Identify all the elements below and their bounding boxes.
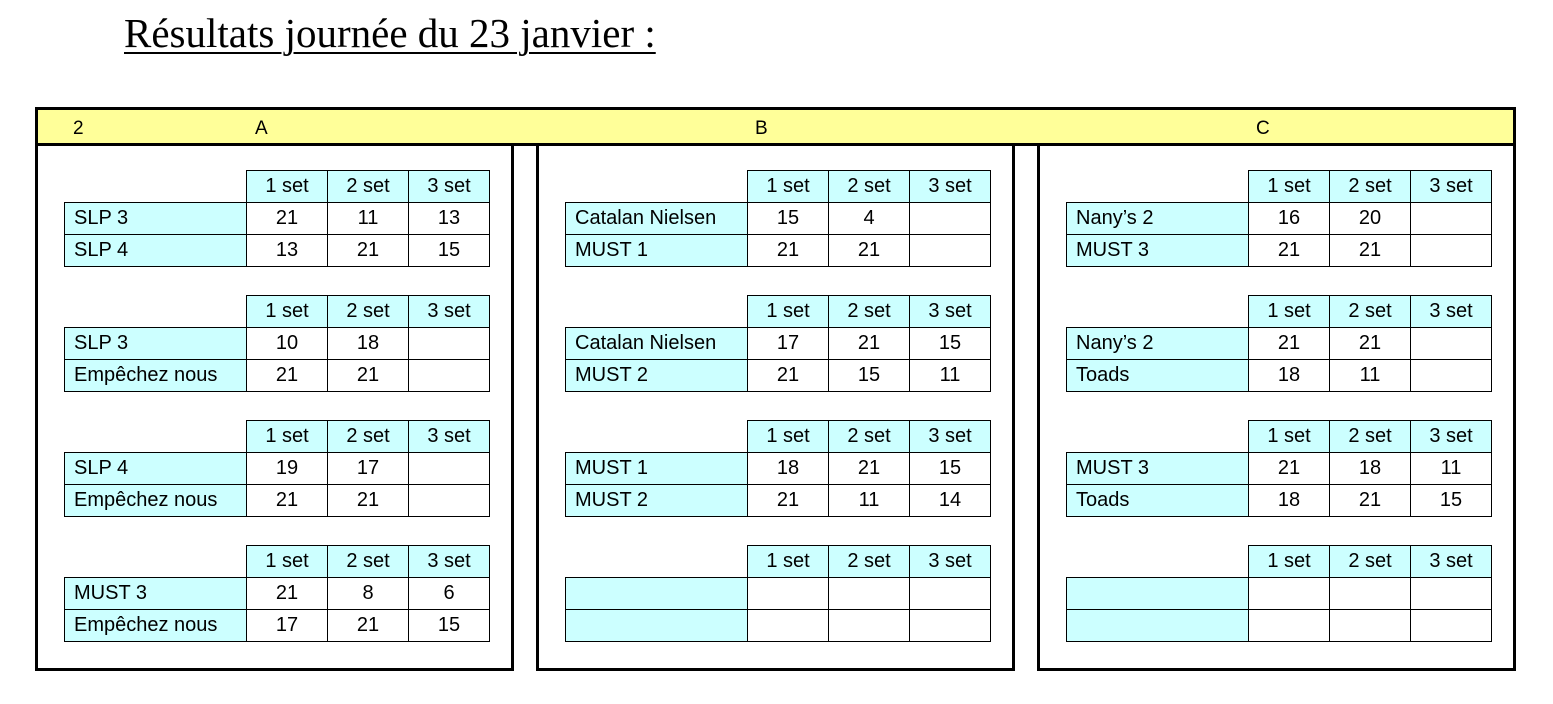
set-score-cell — [1411, 610, 1492, 642]
match-table-wrapper — [1066, 295, 1492, 392]
team-score-row — [65, 578, 490, 610]
team-score-row — [65, 360, 490, 392]
set-score-cell — [748, 610, 829, 642]
match-table-wrapper — [565, 170, 991, 267]
team-score-row — [566, 328, 991, 360]
team-name-cell: Catalan Nielsen — [566, 203, 748, 235]
set-header-cell: 1 set — [1249, 421, 1330, 453]
match-score-table — [1066, 420, 1492, 517]
set-score-cell — [910, 203, 991, 235]
set-score-cell — [409, 328, 490, 360]
set-score-cell — [910, 578, 991, 610]
corner-cell — [1067, 421, 1249, 453]
set-score-cell: 21 — [748, 485, 829, 517]
match-table-wrapper — [1066, 420, 1492, 517]
match-table-wrapper — [565, 295, 991, 392]
team-score-row — [1067, 453, 1492, 485]
set-score-cell: 18 — [1249, 360, 1330, 392]
match-score-table — [64, 170, 490, 267]
set-score-cell — [910, 610, 991, 642]
match-table-wrapper — [1066, 170, 1492, 267]
set-score-cell — [748, 578, 829, 610]
team-name-cell: Empêchez nous — [65, 360, 247, 392]
team-score-row — [1067, 360, 1492, 392]
set-header-cell: 2 set — [829, 421, 910, 453]
set-header-cell: 3 set — [1411, 171, 1492, 203]
match-score-table — [565, 545, 991, 642]
set-score-cell: 16 — [1249, 203, 1330, 235]
team-name-cell: SLP 3 — [65, 328, 247, 360]
set-score-cell — [829, 578, 910, 610]
set-score-cell: 21 — [1249, 453, 1330, 485]
set-header-cell: 3 set — [409, 296, 490, 328]
team-name-cell: MUST 1 — [566, 235, 748, 267]
pool-c-panel — [1037, 143, 1516, 671]
set-score-cell: 21 — [247, 203, 328, 235]
set-header-cell: 2 set — [328, 421, 409, 453]
set-score-cell: 14 — [910, 485, 991, 517]
set-score-cell: 18 — [1330, 453, 1411, 485]
match-table-wrapper — [565, 420, 991, 517]
set-score-cell: 21 — [328, 235, 409, 267]
set-header-row — [1067, 296, 1492, 328]
set-score-cell: 11 — [328, 203, 409, 235]
team-name-cell: MUST 2 — [566, 485, 748, 517]
set-score-cell: 11 — [829, 485, 910, 517]
set-score-cell — [409, 360, 490, 392]
team-score-row — [1067, 578, 1492, 610]
set-header-cell: 2 set — [1330, 296, 1411, 328]
set-header-cell: 1 set — [247, 421, 328, 453]
set-score-cell — [1249, 610, 1330, 642]
set-header-cell: 3 set — [409, 421, 490, 453]
team-score-row — [566, 485, 991, 517]
set-header-row — [65, 421, 490, 453]
set-score-cell — [1249, 578, 1330, 610]
set-score-cell — [409, 453, 490, 485]
set-score-cell: 21 — [1330, 485, 1411, 517]
team-score-row — [65, 610, 490, 642]
set-score-cell: 13 — [247, 235, 328, 267]
team-name-cell: Nany’s 2 — [1067, 328, 1249, 360]
team-name-cell — [566, 610, 748, 642]
set-score-cell: 21 — [748, 360, 829, 392]
match-table-wrapper — [64, 420, 490, 517]
team-name-cell — [566, 578, 748, 610]
set-header-cell: 3 set — [1411, 421, 1492, 453]
set-score-cell: 11 — [910, 360, 991, 392]
set-score-cell: 21 — [247, 485, 328, 517]
set-score-cell: 15 — [1411, 485, 1492, 517]
team-score-row — [65, 453, 490, 485]
set-score-cell: 21 — [748, 235, 829, 267]
corner-cell — [65, 421, 247, 453]
team-name-cell: MUST 3 — [1067, 235, 1249, 267]
set-score-cell — [1411, 203, 1492, 235]
set-header-cell: 1 set — [748, 546, 829, 578]
set-score-cell — [1411, 235, 1492, 267]
corner-cell — [65, 546, 247, 578]
team-score-row — [566, 453, 991, 485]
team-name-cell: Toads — [1067, 360, 1249, 392]
team-name-cell: Toads — [1067, 485, 1249, 517]
set-score-cell: 15 — [409, 610, 490, 642]
set-header-cell: 1 set — [748, 296, 829, 328]
set-score-cell: 11 — [1330, 360, 1411, 392]
set-header-cell: 1 set — [1249, 296, 1330, 328]
set-header-cell: 3 set — [409, 546, 490, 578]
corner-cell — [566, 296, 748, 328]
set-header-row — [566, 171, 991, 203]
set-score-cell: 15 — [829, 360, 910, 392]
corner-cell — [566, 171, 748, 203]
set-header-cell: 1 set — [1249, 171, 1330, 203]
set-header-cell: 3 set — [910, 421, 991, 453]
set-score-cell: 21 — [1330, 328, 1411, 360]
set-header-cell: 2 set — [328, 171, 409, 203]
page-title: Résultats journée du 23 janvier : — [124, 10, 656, 56]
header-pool-b: B — [755, 118, 768, 139]
team-name-cell — [1067, 578, 1249, 610]
set-score-cell: 21 — [829, 453, 910, 485]
header-pool-a: A — [255, 118, 268, 139]
set-header-row — [1067, 171, 1492, 203]
corner-cell — [566, 546, 748, 578]
set-header-row — [1067, 546, 1492, 578]
team-score-row — [1067, 203, 1492, 235]
set-score-cell — [1330, 578, 1411, 610]
set-score-cell: 17 — [748, 328, 829, 360]
match-score-table — [565, 170, 991, 267]
set-header-cell: 1 set — [748, 171, 829, 203]
set-score-cell: 21 — [1249, 235, 1330, 267]
team-name-cell: SLP 4 — [65, 453, 247, 485]
pool-a-panel — [35, 143, 514, 671]
set-score-cell: 17 — [328, 453, 409, 485]
set-score-cell — [1411, 328, 1492, 360]
corner-cell — [566, 421, 748, 453]
team-score-row — [1067, 485, 1492, 517]
set-score-cell — [409, 485, 490, 517]
corner-cell — [1067, 546, 1249, 578]
team-score-row — [566, 578, 991, 610]
set-header-cell: 2 set — [829, 171, 910, 203]
set-score-cell: 18 — [748, 453, 829, 485]
set-score-cell — [1411, 360, 1492, 392]
team-score-row — [1067, 235, 1492, 267]
team-name-cell: Empêchez nous — [65, 610, 247, 642]
set-score-cell: 21 — [247, 578, 328, 610]
set-score-cell: 11 — [1411, 453, 1492, 485]
set-header-row — [65, 546, 490, 578]
set-score-cell — [1330, 610, 1411, 642]
set-header-cell: 3 set — [409, 171, 490, 203]
set-score-cell: 15 — [409, 235, 490, 267]
set-header-cell: 1 set — [247, 171, 328, 203]
match-score-table — [64, 295, 490, 392]
set-header-row — [566, 421, 991, 453]
team-name-cell: Nany’s 2 — [1067, 203, 1249, 235]
corner-cell — [65, 296, 247, 328]
team-name-cell: MUST 3 — [65, 578, 247, 610]
match-table-wrapper — [565, 545, 991, 642]
set-header-cell: 2 set — [1330, 171, 1411, 203]
set-score-cell: 21 — [328, 610, 409, 642]
match-table-wrapper — [64, 545, 490, 642]
match-score-table — [1066, 545, 1492, 642]
team-score-row — [566, 610, 991, 642]
match-score-table — [565, 295, 991, 392]
set-score-cell: 17 — [247, 610, 328, 642]
set-score-cell: 18 — [1249, 485, 1330, 517]
results-frame — [35, 107, 1516, 671]
header-number: 2 — [73, 118, 84, 139]
set-score-cell: 15 — [910, 453, 991, 485]
set-header-cell: 2 set — [829, 296, 910, 328]
set-score-cell: 21 — [328, 485, 409, 517]
corner-cell — [65, 171, 247, 203]
set-header-cell: 3 set — [910, 171, 991, 203]
team-score-row — [566, 235, 991, 267]
team-score-row — [566, 203, 991, 235]
set-score-cell: 8 — [328, 578, 409, 610]
team-score-row — [1067, 610, 1492, 642]
match-score-table — [565, 420, 991, 517]
set-header-row — [566, 546, 991, 578]
set-score-cell — [1411, 578, 1492, 610]
match-score-table — [1066, 170, 1492, 267]
set-header-cell: 3 set — [910, 546, 991, 578]
team-name-cell: SLP 4 — [65, 235, 247, 267]
set-score-cell: 21 — [1249, 328, 1330, 360]
set-score-cell: 13 — [409, 203, 490, 235]
set-header-row — [65, 296, 490, 328]
pool-b-panel — [536, 143, 1015, 671]
match-table-wrapper — [64, 295, 490, 392]
match-score-table — [1066, 295, 1492, 392]
set-score-cell: 20 — [1330, 203, 1411, 235]
match-table-wrapper — [64, 170, 490, 267]
set-header-cell: 1 set — [247, 296, 328, 328]
header-pool-c: C — [1256, 118, 1270, 139]
team-name-cell: SLP 3 — [65, 203, 247, 235]
set-header-cell: 2 set — [328, 546, 409, 578]
team-score-row — [1067, 328, 1492, 360]
team-name-cell: MUST 1 — [566, 453, 748, 485]
team-score-row — [566, 360, 991, 392]
set-score-cell: 15 — [910, 328, 991, 360]
set-header-row — [65, 171, 490, 203]
set-score-cell: 18 — [328, 328, 409, 360]
corner-cell — [1067, 171, 1249, 203]
set-score-cell: 19 — [247, 453, 328, 485]
team-name-cell — [1067, 610, 1249, 642]
set-header-cell: 3 set — [910, 296, 991, 328]
set-score-cell: 21 — [829, 328, 910, 360]
team-name-cell: Catalan Nielsen — [566, 328, 748, 360]
set-score-cell: 21 — [328, 360, 409, 392]
team-score-row — [65, 203, 490, 235]
corner-cell — [1067, 296, 1249, 328]
set-header-cell: 3 set — [1411, 546, 1492, 578]
set-header-cell: 1 set — [247, 546, 328, 578]
set-score-cell: 21 — [1330, 235, 1411, 267]
team-name-cell: MUST 2 — [566, 360, 748, 392]
set-header-row — [1067, 421, 1492, 453]
set-header-cell: 2 set — [829, 546, 910, 578]
set-score-cell: 21 — [829, 235, 910, 267]
set-header-cell: 1 set — [1249, 546, 1330, 578]
team-name-cell: Empêchez nous — [65, 485, 247, 517]
set-score-cell: 4 — [829, 203, 910, 235]
pools-header-row — [35, 107, 1516, 146]
set-header-cell: 3 set — [1411, 296, 1492, 328]
set-score-cell — [829, 610, 910, 642]
match-score-table — [64, 545, 490, 642]
set-score-cell — [910, 235, 991, 267]
set-score-cell: 15 — [748, 203, 829, 235]
match-score-table — [64, 420, 490, 517]
set-score-cell: 21 — [247, 360, 328, 392]
set-header-cell: 2 set — [328, 296, 409, 328]
set-header-cell: 2 set — [1330, 546, 1411, 578]
match-table-wrapper — [1066, 545, 1492, 642]
team-score-row — [65, 328, 490, 360]
set-score-cell: 10 — [247, 328, 328, 360]
team-name-cell: MUST 3 — [1067, 453, 1249, 485]
set-header-row — [566, 296, 991, 328]
set-header-cell: 1 set — [748, 421, 829, 453]
team-score-row — [65, 485, 490, 517]
team-score-row — [65, 235, 490, 267]
set-header-cell: 2 set — [1330, 421, 1411, 453]
set-score-cell: 6 — [409, 578, 490, 610]
